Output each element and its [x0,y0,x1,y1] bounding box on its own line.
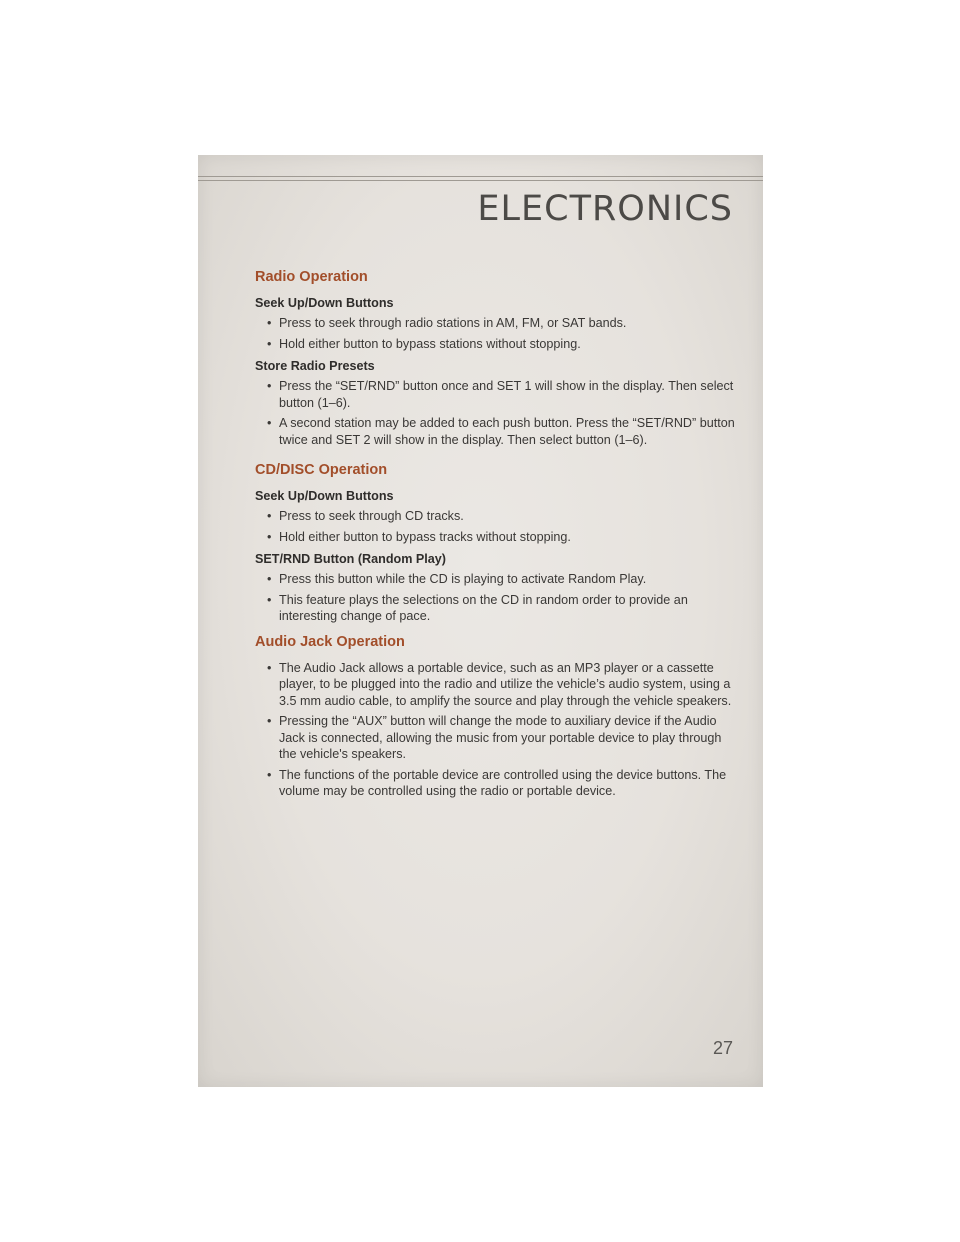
cd-random-list [255,571,740,625]
bullet-glyph: • [267,572,272,586]
list-item-text: Press to seek through radio stations in AM, FM, or SAT bands. [279,316,627,330]
audio-jack-heading: Audio Jack Operation [255,633,405,650]
list-item [255,378,740,411]
manual-page [198,155,763,1087]
bullet-glyph: • [267,379,272,393]
list-item-text: Pressing the “AUX” button will change the mode to auxiliary device if the Audio Jack is connected, allowing the music from your portable device to play through the vehicle's speakers. [279,714,722,761]
section-spacer [255,454,740,461]
list-item-text: Press to seek through CD tracks. [279,509,464,523]
bullet-glyph: • [267,660,272,675]
page-content [255,268,740,806]
list-item [255,315,740,332]
bullet-glyph: • [267,592,272,607]
cd-seek-list [255,508,740,545]
radio-seek-heading: Seek Up/Down Buttons [255,296,394,310]
list-item [255,415,740,448]
bullet-glyph: • [267,714,272,728]
radio-seek-list [255,315,740,352]
list-item [255,713,740,763]
page-number: 27 [712,1038,733,1058]
bullet-glyph: • [267,509,272,523]
cd-seek-heading: Seek Up/Down Buttons [255,489,394,503]
bullet-glyph: • [267,316,272,330]
list-item-text: Press this button while the CD is playing to activate Random Play. [279,572,647,586]
bullet-glyph: • [267,529,272,544]
header-rule-bottom [198,180,763,181]
bullet-glyph: • [267,767,272,782]
list-item-text: This feature plays the selections on the CD in random order to provide an interesting change of pace. [279,592,688,623]
bullet-glyph: • [267,416,272,430]
bullet-glyph: • [267,336,272,351]
list-item [255,508,740,525]
cd-operation-heading: CD/DISC Operation [255,462,388,478]
list-item-text: Hold either button to bypass tracks without stopping. [279,529,571,544]
list-item [255,571,740,588]
list-item-text: Hold either button to bypass stations without stopping. [279,336,581,351]
list-item-text: Press the “SET/RND” button once and SET 1 will show in the display. Then select button (1–6). [279,379,734,410]
list-item [255,660,740,710]
header-rule-top [198,176,763,177]
section-title: ELECTRONICS [477,189,733,229]
list-item [255,592,740,625]
cd-random-heading: SET/RND Button (Random Play) [255,552,447,566]
radio-presets-heading: Store Radio Presets [255,359,375,373]
list-item-text: The functions of the portable device are controlled using the device buttons. The volume may be controlled using the radio or portable device. [279,767,727,798]
list-item [255,767,740,800]
radio-presets-list [255,378,740,448]
list-item-text: A second station may be added to each push button. Press the “SET/RND” button twice and SET 2 will show in the display. Then select button (1–6). [279,416,735,447]
list-item [255,529,740,546]
list-item [255,336,740,353]
audio-jack-list [255,660,740,800]
radio-operation-heading: Radio Operation [255,269,368,285]
list-item-text: The Audio Jack allows a portable device, such as an MP3 player or a cassette player, to be plugged into the radio and utilize the vehicle’s audio system, using a 3.5 mm audio cable, to amplify the source and play through the vehicle speakers. [279,660,732,708]
